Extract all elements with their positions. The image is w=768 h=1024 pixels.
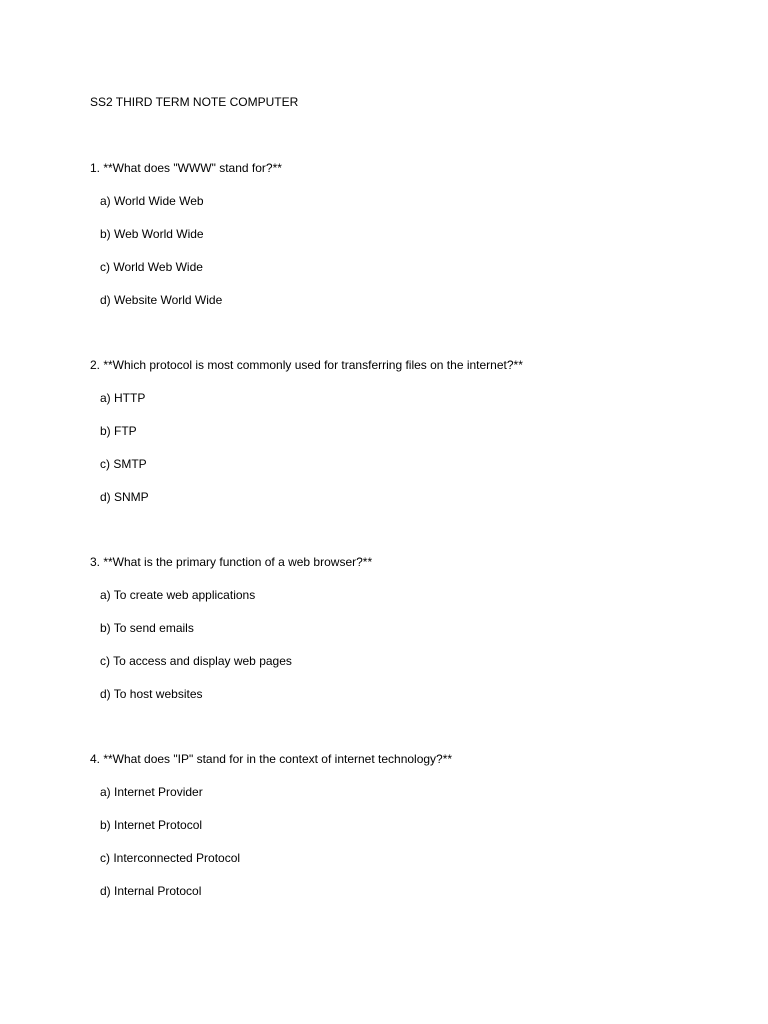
question-text: 4. **What does "IP" stand for in the context of internet technology?** bbox=[90, 752, 453, 766]
option-b: b) Internet Protocol bbox=[100, 818, 203, 832]
option-b: b) FTP bbox=[100, 424, 137, 438]
option-b: b) Web World Wide bbox=[100, 227, 204, 241]
option-a: a) Internet Provider bbox=[100, 785, 203, 799]
question-text: 2. **Which protocol is most commonly used for transferring files on the internet?** bbox=[90, 358, 523, 372]
question-text: 3. **What is the primary function of a web browser?** bbox=[90, 555, 373, 569]
question-1 bbox=[90, 159, 730, 309]
option-b: b) To send emails bbox=[100, 621, 194, 635]
options-list bbox=[90, 192, 730, 309]
option-d: d) Internal Protocol bbox=[100, 884, 202, 898]
option-c: c) To access and display web pages bbox=[100, 654, 292, 668]
option-a: a) World Wide Web bbox=[100, 194, 204, 208]
option-c: c) SMTP bbox=[100, 457, 147, 471]
option-d: d) Website World Wide bbox=[100, 293, 223, 307]
options-list bbox=[90, 389, 730, 506]
question-3 bbox=[90, 553, 730, 703]
option-a: a) To create web applications bbox=[100, 588, 256, 602]
options-list bbox=[90, 783, 730, 900]
document-title: SS2 THIRD TERM NOTE COMPUTER bbox=[90, 95, 299, 109]
option-c: c) Interconnected Protocol bbox=[100, 851, 241, 865]
option-c: c) World Web Wide bbox=[100, 260, 203, 274]
question-2 bbox=[90, 356, 730, 506]
question-text: 1. **What does "WWW" stand for?** bbox=[90, 161, 282, 175]
options-list bbox=[90, 586, 730, 703]
option-a: a) HTTP bbox=[100, 391, 146, 405]
option-d: d) To host websites bbox=[100, 687, 203, 701]
option-d: d) SNMP bbox=[100, 490, 149, 504]
question-4 bbox=[90, 750, 730, 900]
